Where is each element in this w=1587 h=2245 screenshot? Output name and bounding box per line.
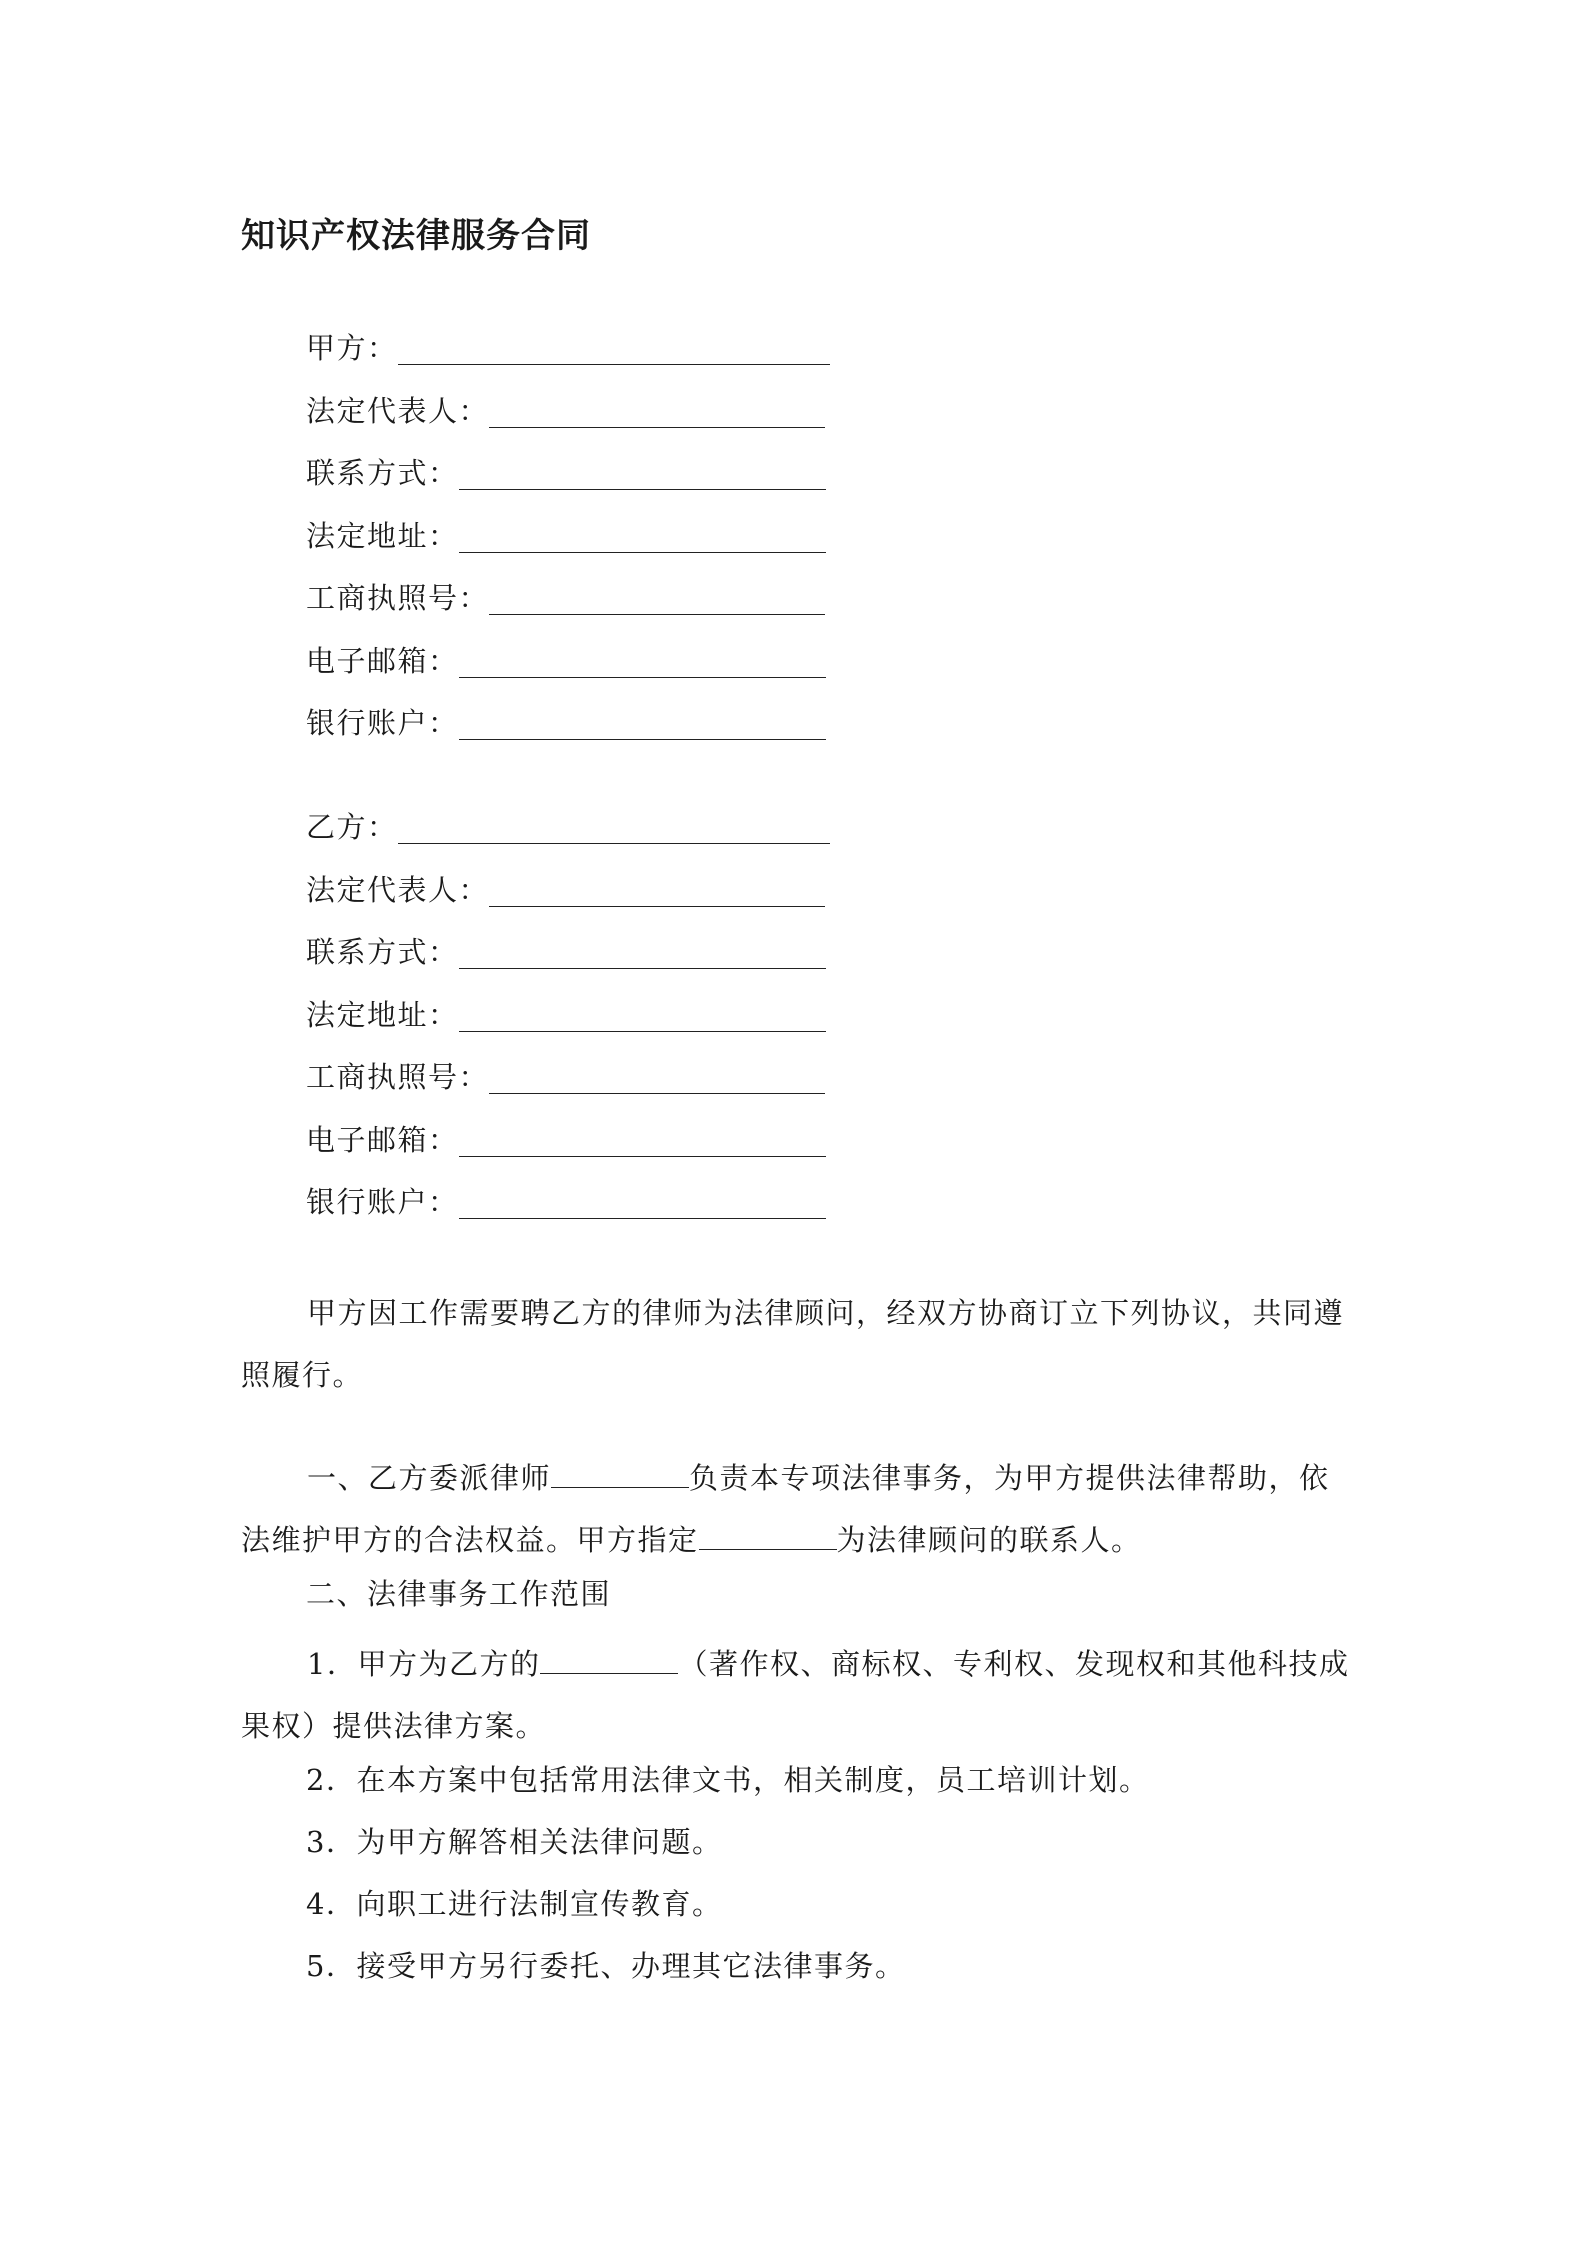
party-b-address-field <box>306 993 830 1056</box>
party-b-bank-field <box>306 1180 830 1243</box>
fill-in-line[interactable] <box>489 1055 825 1094</box>
field-label: 银行账户： <box>306 1185 459 1219</box>
field-label: 法定代表人： <box>306 872 490 907</box>
party-a-email-field <box>306 639 830 702</box>
field-label: 联系方式： <box>306 456 459 490</box>
intro-paragraph <box>241 1282 1353 1406</box>
item-1-paragraph <box>241 1633 1353 1757</box>
fill-in-line[interactable] <box>459 639 826 678</box>
party-a-bank-field <box>306 701 830 764</box>
field-label: 法定地址： <box>306 997 459 1032</box>
party-b-contact-field <box>306 930 830 993</box>
clause-2-heading: 二、法律事务工作范围 <box>306 1577 612 1611</box>
contact-person-blank[interactable] <box>699 1513 837 1550</box>
fill-in-line[interactable] <box>459 701 826 740</box>
party-b-legal-rep-field <box>306 868 830 931</box>
field-label: 法定代表人： <box>306 393 490 428</box>
fill-in-line[interactable] <box>398 805 830 844</box>
fill-in-line[interactable] <box>489 868 825 907</box>
party-a-license-field <box>306 576 830 639</box>
fill-in-line[interactable] <box>459 514 826 553</box>
clause-1-text-b: 负责本专项法律事务，为甲方提供法律帮助，依法维护甲方的合法权益。甲方指定 <box>241 1461 1330 1557</box>
field-label: 工商执照号： <box>306 1060 490 1094</box>
fill-in-line[interactable] <box>459 1118 826 1157</box>
fill-in-line[interactable] <box>489 389 825 428</box>
party-b-section <box>306 805 830 1243</box>
item-3: 3．为甲方解答相关法律问题。 <box>306 1825 723 1859</box>
field-label: 电子邮箱： <box>306 643 459 678</box>
field-label: 银行账户： <box>306 706 459 740</box>
party-a-address-field <box>306 514 830 577</box>
party-a-name-field <box>306 326 830 389</box>
party-b-email-field <box>306 1118 830 1181</box>
fill-in-line[interactable] <box>398 326 830 365</box>
item-4: 4．向职工进行法制宣传教育。 <box>306 1887 723 1921</box>
clause-1-text-c: 为法律顾问的联系人。 <box>836 1523 1142 1557</box>
field-label: 乙方： <box>306 810 398 844</box>
ip-type-blank[interactable] <box>540 1637 678 1674</box>
item-5: 5．接受甲方另行委托、办理其它法律事务。 <box>306 1949 906 1983</box>
fill-in-line[interactable] <box>459 993 826 1032</box>
party-a-contact-field <box>306 451 830 514</box>
item-1-text-b: （著作权、商标权、专利权、发现权和其他科技成果权）提供法律方案。 <box>241 1647 1350 1743</box>
field-label: 法定地址： <box>306 518 459 553</box>
field-label: 电子邮箱： <box>306 1122 459 1157</box>
clause-1-text-a: 一、乙方委派律师 <box>307 1461 552 1495</box>
party-b-name-field <box>306 805 830 868</box>
clause-1-paragraph <box>241 1447 1353 1571</box>
fill-in-line[interactable] <box>459 930 826 969</box>
field-label: 甲方： <box>306 331 398 365</box>
fill-in-line[interactable] <box>489 576 825 615</box>
item-2: 2．在本方案中包括常用法律文书，相关制度，员工培训计划。 <box>306 1763 1150 1797</box>
item-1-text-a: 1．甲方为乙方的 <box>307 1647 541 1681</box>
party-b-license-field <box>306 1055 830 1118</box>
intro-text: 甲方因工作需要聘乙方的律师为法律顾问，经双方协商订立下列协议，共同遵照履行。 <box>241 1296 1345 1392</box>
lawyer-name-blank[interactable] <box>551 1451 689 1488</box>
party-a-section <box>306 326 830 764</box>
party-a-legal-rep-field <box>306 389 830 452</box>
document-title: 知识产权法律服务合同 <box>241 216 591 256</box>
field-label: 联系方式： <box>306 935 459 969</box>
fill-in-line[interactable] <box>459 451 826 490</box>
fill-in-line[interactable] <box>459 1180 826 1219</box>
field-label: 工商执照号： <box>306 581 490 615</box>
